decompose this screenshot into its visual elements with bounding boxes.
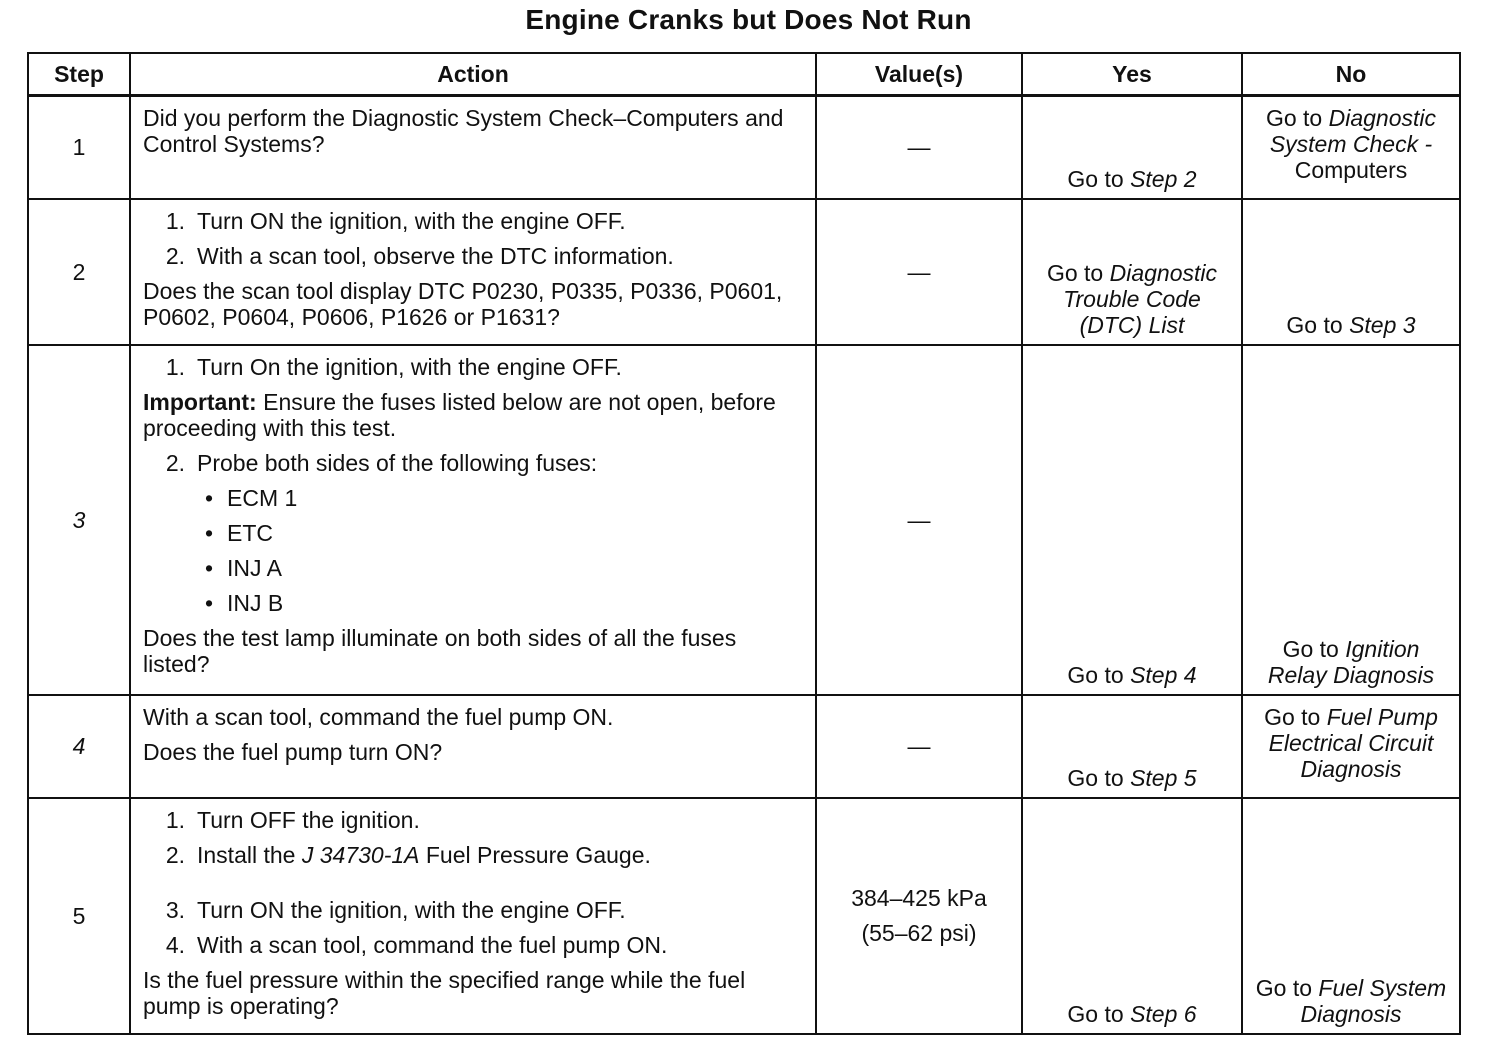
value-cell: — [816, 695, 1022, 798]
yes-link[interactable]: Step 2 [1130, 165, 1197, 192]
yes-prefix: Go to [1067, 764, 1124, 791]
table-header-row [28, 53, 1460, 96]
yes-link[interactable]: Step 4 [1130, 661, 1197, 688]
yes-cell [1022, 199, 1242, 345]
yes-prefix: Go to [1067, 165, 1124, 192]
fuse-item: • ETC [205, 519, 273, 546]
yes-cell [1022, 695, 1242, 798]
action-question: Did you perform the Diagnostic System Check–Computers and Control Systems? [143, 105, 784, 157]
action-step: 2. Probe both sides of the following fuses: [165, 449, 598, 476]
no-prefix: Go to [1265, 105, 1323, 131]
action-step: 1. Turn ON the ignition, with the engine OFF. [165, 207, 626, 234]
no-prefix: Go to [1282, 635, 1339, 662]
table-row [28, 199, 1460, 345]
yes-prefix: Go to [1067, 1000, 1124, 1027]
table-row [28, 96, 1460, 199]
no-cell [1242, 199, 1460, 345]
tool-name: J 34730-1A [301, 841, 420, 868]
action-step: 2. With a scan tool, observe the DTC information. [165, 242, 674, 269]
action-step: 3. Turn ON the ignition, with the engine OFF. [165, 896, 626, 923]
value-kpa: 384–425 kPa [851, 885, 987, 911]
value-cell: — [816, 96, 1022, 199]
fuse-item: • INJ B [205, 589, 284, 616]
action-cell [130, 345, 816, 695]
yes-prefix: Go to [1067, 661, 1124, 688]
action-line: With a scan tool, command the fuel pump ON. [143, 703, 614, 730]
value-cell: — [816, 199, 1022, 345]
yes-link[interactable]: Step 6 [1130, 1000, 1197, 1027]
no-cell [1242, 345, 1460, 695]
header-action: Action [130, 53, 816, 96]
fuse-item: • ECM 1 [205, 484, 298, 511]
no-prefix: Go to [1255, 974, 1313, 1001]
action-cell [130, 798, 816, 1034]
no-cell [1242, 96, 1460, 199]
step-number: 5 [28, 798, 130, 1034]
action-question: Does the fuel pump turn ON? [143, 738, 443, 765]
diagnostic-table [27, 52, 1461, 1035]
action-step: 2. Install the J 34730-1A Fuel Pressure Gauge. [165, 841, 651, 868]
value-cell: — [816, 345, 1022, 695]
action-step: 1. Turn OFF the ignition. [165, 806, 420, 833]
yes-link[interactable]: Diagnostic Trouble Code (DTC) List [1063, 259, 1218, 338]
yes-prefix: Go to [1046, 259, 1104, 286]
action-step: 1. Turn On the ignition, with the engine OFF. [165, 353, 622, 380]
step-number: 3 [28, 345, 130, 695]
action-question: Does the test lamp illuminate on both sides of all the fuses listed? [143, 624, 737, 677]
yes-cell [1022, 798, 1242, 1034]
no-link[interactable]: Fuel Pump Electrical Circuit Diagnosis [1268, 703, 1438, 782]
no-cell [1242, 798, 1460, 1034]
header-step: Step [28, 53, 130, 96]
yes-cell [1022, 345, 1242, 695]
step-number: 1 [28, 96, 130, 199]
action-cell [130, 199, 816, 345]
step-number: 2 [28, 199, 130, 345]
header-no: No [1242, 53, 1460, 96]
fuse-item: • INJ A [205, 554, 282, 581]
header-yes: Yes [1022, 53, 1242, 96]
action-question: Does the scan tool display DTC P0230, P0335, P0336, P0601, P0602, P0604, P0606, P1626 or P1631? [143, 277, 783, 330]
no-link[interactable]: Ignition Relay Diagnosis [1267, 635, 1435, 688]
no-cell [1242, 695, 1460, 798]
page-title: Engine Cranks but Does Not Run [525, 4, 972, 35]
no-prefix: Go to [1286, 311, 1343, 338]
table-row [28, 695, 1460, 798]
important-note: Important: Ensure the fuses listed below are not open, before proceeding with this test. [143, 388, 776, 441]
no-link[interactable]: Diagnostic System Check - [1269, 105, 1437, 157]
no-prefix: Go to [1264, 703, 1321, 730]
value-cell [816, 798, 1022, 1034]
value-psi: (55–62 psi) [861, 920, 977, 946]
action-cell [130, 96, 816, 199]
table-row [28, 798, 1460, 1034]
no-link[interactable]: Step 3 [1349, 311, 1416, 338]
action-cell [130, 695, 816, 798]
yes-link[interactable]: Step 5 [1130, 764, 1197, 791]
table-row [28, 345, 1460, 695]
step-number: 4 [28, 695, 130, 798]
header-values: Value(s) [816, 53, 1022, 96]
no-suffix: Computers [1294, 157, 1408, 183]
no-link[interactable]: Fuel System Diagnosis [1300, 974, 1447, 1027]
action-question: Is the fuel pressure within the specified range while the fuel pump is operating? [143, 966, 746, 1019]
yes-cell [1022, 96, 1242, 199]
action-step: 4. With a scan tool, command the fuel pump ON. [165, 931, 668, 958]
